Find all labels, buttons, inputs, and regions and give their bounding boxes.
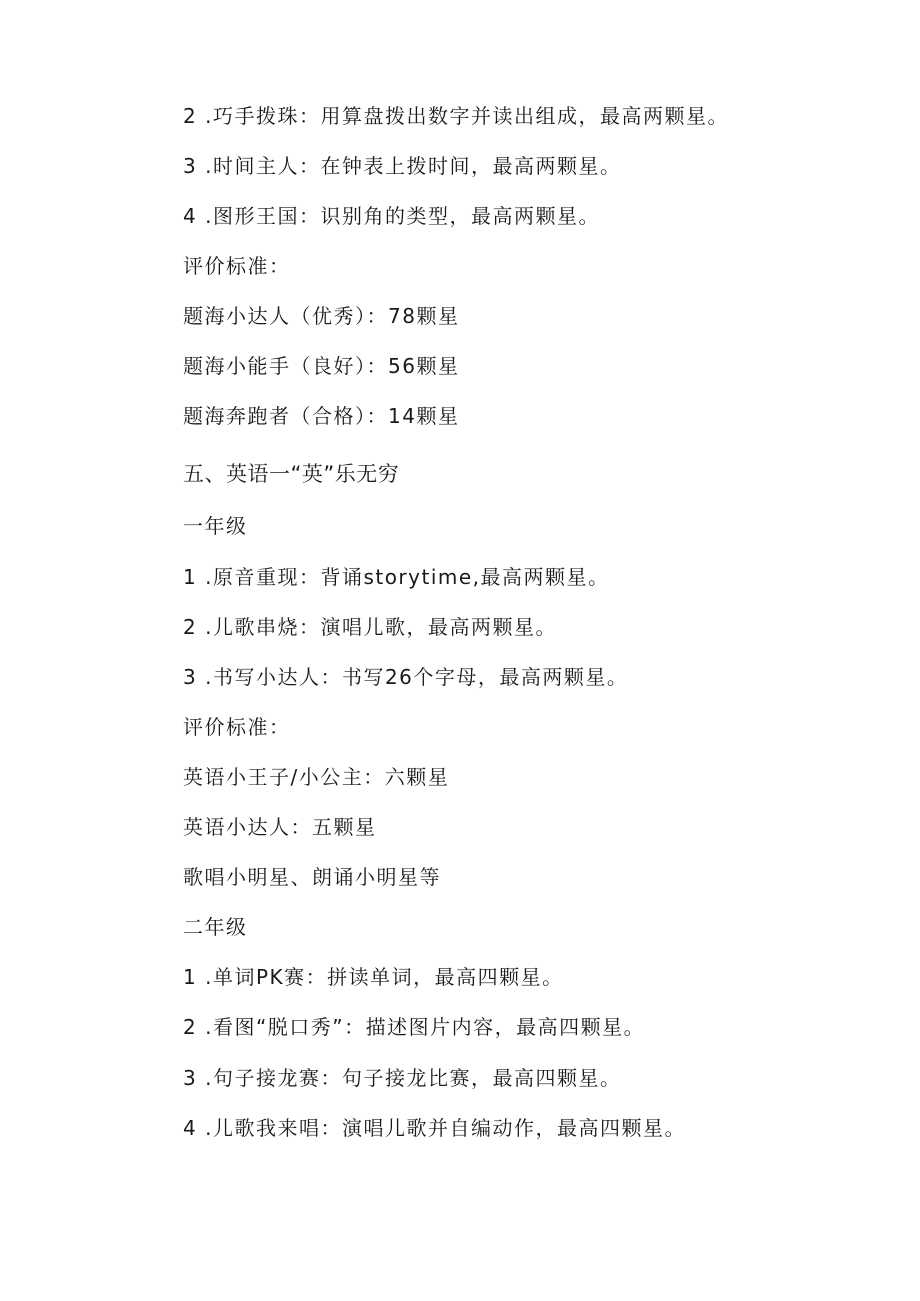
math-criteria-label: 评价标准： [183, 254, 291, 278]
english-g1-item-3: 3 .书写小达人：书写26个字母，最高两颗星。 [183, 665, 629, 689]
math-item-4: 4 .图形王国：识别角的类型，最高两颗星。 [183, 204, 600, 228]
english-g2-item-1: 1 .单词PK赛：拼读单词，最高四颗星。 [183, 965, 564, 989]
english-g2-item-3: 3 .句子接龙赛：句子接龙比赛，最高四颗星。 [183, 1066, 622, 1090]
english-g1-item-1: 1 .原音重现：背诵storytime,最高两颗星。 [183, 565, 610, 589]
english-criteria-stars: 歌唱小明星、朗诵小明星等 [183, 865, 441, 889]
english-criteria-label: 评价标准： [183, 715, 291, 739]
math-item-3: 3 .时间主人：在钟表上拨时间，最高两颗星。 [183, 154, 622, 178]
math-item-2: 2 .巧手拨珠：用算盘拨出数字并读出组成，最高两颗星。 [183, 104, 729, 128]
grade-one-label: 一年级 [183, 514, 248, 538]
section-heading-english: 五、英语一“英”乐无穷 [183, 462, 400, 486]
english-g1-item-2: 2 .儿歌串烧：演唱儿歌，最高两颗星。 [183, 615, 557, 639]
grade-two-label: 二年级 [183, 915, 248, 939]
math-criteria-excellent: 题海小达人（优秀）：78颗星 [183, 304, 460, 328]
english-criteria-talent: 英语小达人：五颗星 [183, 815, 377, 839]
english-criteria-prince: 英语小王子/小公主：六颗星 [183, 765, 450, 789]
english-g2-item-2: 2 .看图“脱口秀”：描述图片内容，最高四颗星。 [183, 1015, 646, 1039]
english-g2-item-4: 4 .儿歌我来唱：演唱儿歌并自编动作，最高四颗星。 [183, 1116, 686, 1140]
math-criteria-pass: 题海奔跑者（合格）：14颗星 [183, 404, 460, 428]
math-criteria-good: 题海小能手（良好）：56颗星 [183, 354, 460, 378]
